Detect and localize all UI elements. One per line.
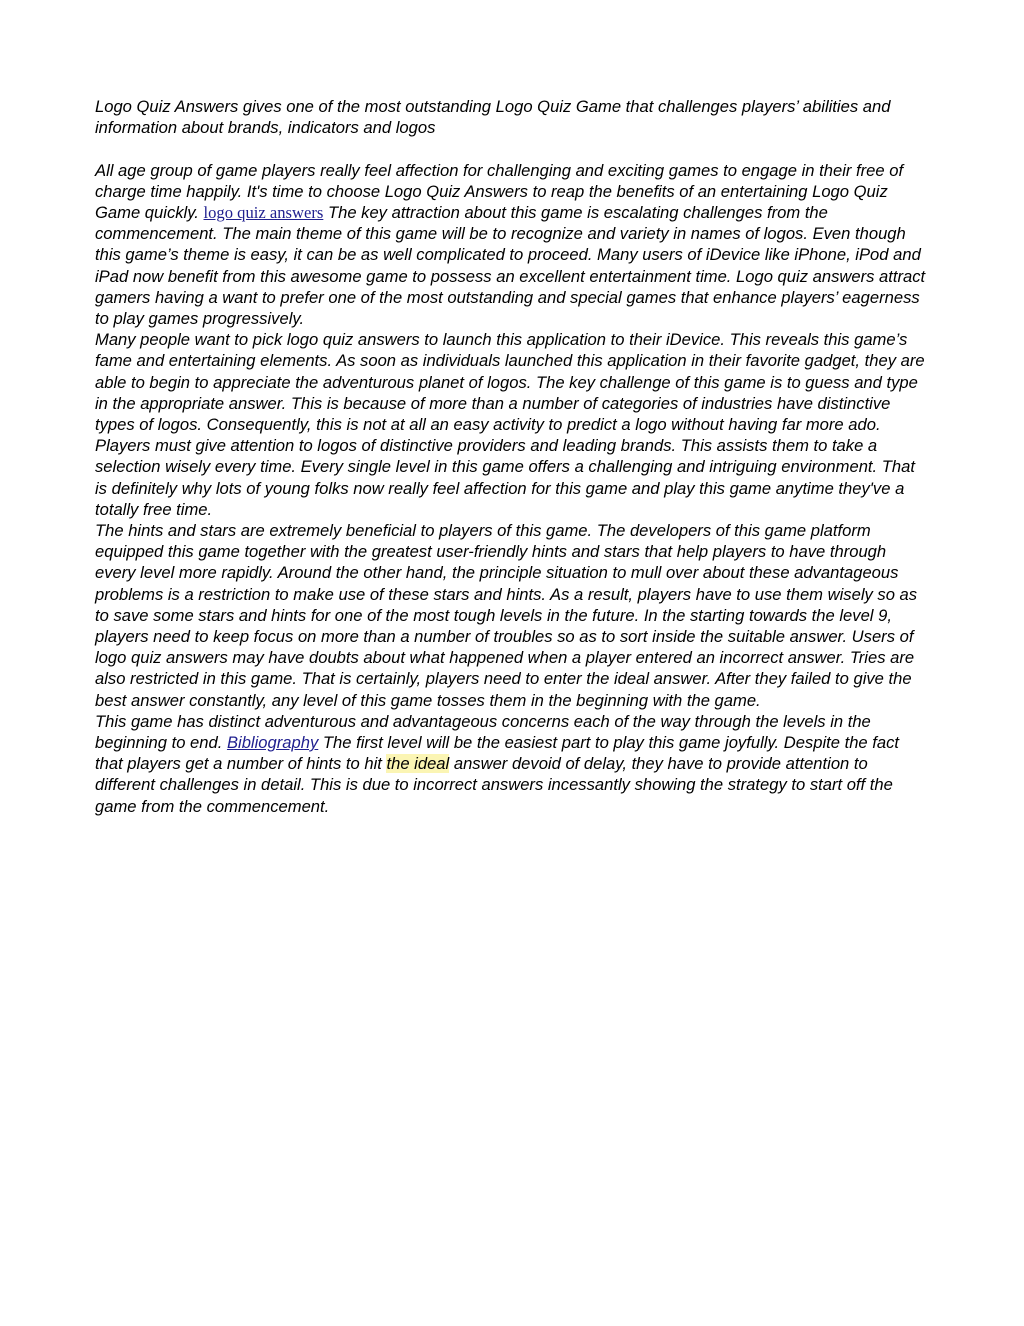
- paragraph-1-text-after-link: The key attraction about this game is escalating challenges from the commencement. The main theme of this game will be to recognize and variety in names of logos. Even though this game’s theme is easy, it can be as well complicated to proceed. Many users of iDevice like iPhone, iPod and iPad now benefit from this awesome game to possess an excellent entertainment time. Logo quiz answers attract gamers having a want to prefer one of the most outstanding and special games that enhance players’ eagerness to play games progressively.: [95, 203, 926, 329]
- paragraph-3: The hints and stars are extremely beneficial to players of this game. The developers of this game platform equipped this game together with the greatest user-friendly hints and stars that help players to have through every level more rapidly. Around the other hand, the principle situation to mull over about these advantageous problems is a restriction to make use of these stars and hints. As a result, players have to use them wisely so as to save some stars and hints for one of the most tough levels in the future. In the starting towards the level 9, players need to keep focus on more than a number of troubles so as to sort inside the suitable answer. Users of logo quiz answers may have doubts about what happened when a player entered an incorrect answer. Tries are also restricted in this game. That is certainly, players need to enter the ideal answer. After they failed to give the best answer constantly, any level of this game tosses them in the beginning with the game.: [95, 521, 918, 710]
- paragraph-2: Many people want to pick logo quiz answers to launch this application to their iDevice. This reveals this game’s fame and entertaining elements. As soon as individuals launched this application in their favorite gadget, they are able to begin to appreciate the adventurous planet of logos. The key challenge of this game is to guess and type in the appropriate answer. This is because of more than a number of categories of industries have distinctive types of logos. Consequently, this is not at all an easy activity to predict a logo without having far more ado. Players must give attention to logos of distinctive providers and leading brands. This assists them to take a selection wisely every time. Every single level in this game offers a challenging and intriguing environment. That is definitely why lots of young folks now really feel affection for this game and play this game anytime they've a totally free time.: [95, 330, 925, 519]
- bibliography-link[interactable]: Bibliography: [226, 733, 319, 753]
- logo-quiz-answers-link[interactable]: logo quiz answers: [203, 203, 324, 222]
- paragraph-4-text-before-link: This game has distinct adventurous and advantageous concerns each of the way through the levels in the beginning to end.: [95, 711, 871, 753]
- highlighted-text: the ideal: [386, 754, 450, 774]
- paragraph-4-text-middle: The first level will be the easiest part to play this game joyfully. Despite the fact that players get a number of hints to hit: [95, 733, 900, 774]
- document-page: [95, 96, 931, 817]
- intro-paragraph: Logo Quiz Answers gives one of the most outstanding Logo Quiz Game that challenges players’ abilities and information about brands, indicators and logos: [95, 97, 891, 138]
- paragraph-4: [95, 711, 931, 817]
- paragraph-spacer: [95, 138, 931, 159]
- paragraph-1-text-before-link: All age group of game players really feel affection for challenging and exciting games to engage in their free of charge time happily. It's time to choose Logo Quiz Answers to reap the benefits of an entertaining Logo Quiz Game quickly.: [95, 160, 904, 222]
- paragraph-1: [95, 160, 931, 330]
- paragraph-4-text-end: answer devoid of delay, they have to provide attention to different challenges in detail. This is due to incorrect answers incessantly showing the strategy to start off the game from the commencement.: [95, 754, 893, 816]
